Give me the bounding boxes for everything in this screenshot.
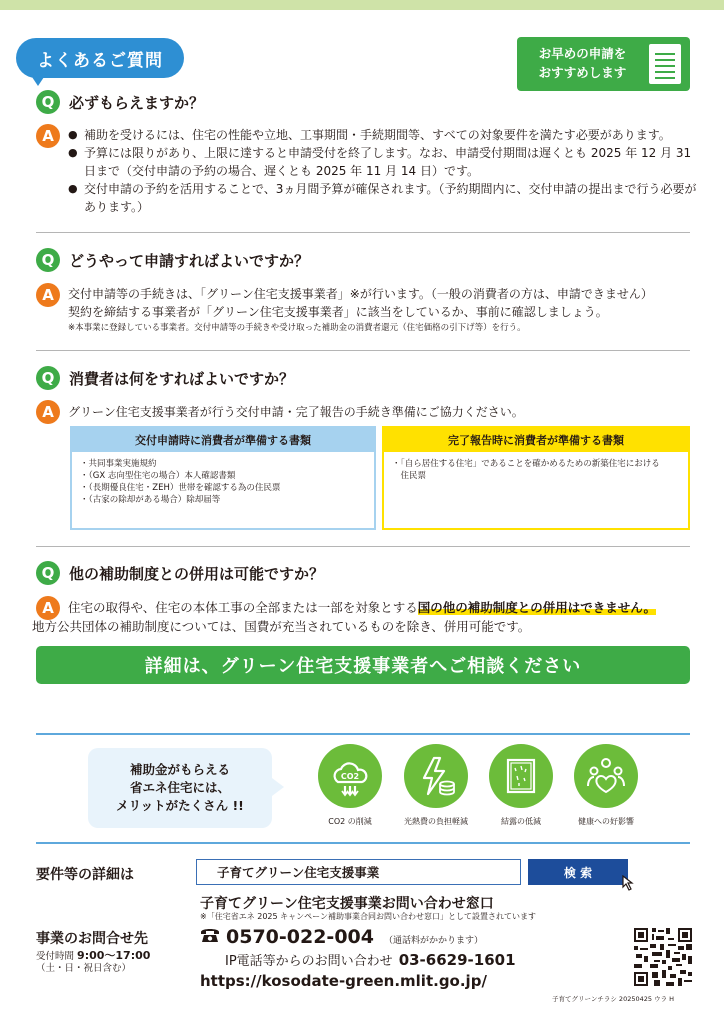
faq-answer-1	[68, 126, 698, 216]
requirements-label: 要件等の詳細は	[36, 867, 134, 883]
lightning-coins-icon	[404, 744, 468, 808]
list-item: ・共同事業実施規約	[80, 459, 157, 469]
faq-question-4: Q 他の補助制度との併用は可能ですか？	[36, 561, 324, 585]
faq-answer-3: グリーン住宅支援事業者が行う交付申請・完了報告の手続き準備にご協力ください。	[68, 405, 524, 419]
qr-code[interactable]	[634, 928, 692, 986]
a-icon: A	[36, 124, 60, 148]
section-divider-top	[36, 733, 690, 735]
faq-answer-4: 住宅の取得や、住宅の本体工事の全部または一部を対象とする国の他の補助制度との併用はできません。 地方公共団体の補助制度については、国費が充当されているものを除き、併用可能です。	[32, 600, 657, 634]
top-accent-bar	[0, 0, 724, 10]
a-icon: A	[36, 283, 60, 307]
q-icon: Q	[36, 366, 60, 390]
co2-cloud-icon	[318, 744, 382, 808]
list-item: ● 予算には限りがあり、上限に達すると申請受付を終了します。なお、申請受付期間は遅くとも 2025 年 12 月 31 日まで（交付申請の予約の場合、遅くとも 2025 年 11 月 14 日）です。	[68, 144, 698, 180]
list-item: ● 交付申請の予約を活用することで、3ヵ月間予算が確保されます。（予約期間内に、交付申請の提出まで行う必要があります。）	[68, 180, 698, 216]
faq-heading-tail	[30, 74, 46, 86]
divider	[36, 232, 690, 233]
application-documents-box	[70, 426, 376, 530]
application-documents-title: 交付申請時に消費者が準備する書類	[72, 428, 374, 452]
list-item: ・（GX 志向型住宅の場合）本人確認書類	[80, 471, 236, 481]
divider	[36, 350, 690, 351]
phone-line	[200, 926, 483, 948]
reception-hours: 受付時間 9:00〜17:00 （土・日・祝日含む）	[36, 949, 151, 974]
search-button[interactable]: 検 索	[528, 859, 628, 885]
benefit-health: 健康への好影響	[570, 744, 642, 827]
completion-documents-box	[382, 426, 690, 530]
cursor-icon	[622, 875, 636, 895]
inquiry-label: 事業のお問合せ先	[36, 931, 148, 947]
document-icon	[649, 44, 681, 84]
section-divider-bottom	[36, 842, 690, 844]
early-application-box	[517, 37, 690, 91]
faq-question-1: Q 必ずもらえますか？	[36, 90, 204, 114]
family-heart-icon	[574, 744, 638, 808]
merit-bubble-tail	[272, 778, 284, 796]
search-input[interactable]	[196, 859, 521, 885]
window-frost-icon	[489, 744, 553, 808]
ip-phone-line: IP電話等からのお問い合わせ 03-6629-1601	[225, 951, 516, 969]
highlight-text: 国の他の補助制度との併用はできません。	[417, 600, 657, 615]
phone-icon	[200, 927, 220, 947]
faq-answer-2: 交付申請等の手続きは、「グリーン住宅支援事業者」※が行います。（一般の消費者の方は、申請できません） 契約を締結する事業者が「グリーン住宅支援事業者」に該当をしているか、事前に確認しましょう。 ※本事業に登録している事業者。交付申請等の手続きや受け取った補助金の消費者還元（住宅価格の引下げ等）を行う。	[68, 287, 653, 333]
list-item: ● 補助を受けるには、住宅の性能や立地、工事期間・手続期間等、すべての対象要件を満たす必要があります。	[68, 126, 698, 144]
q-icon: Q	[36, 561, 60, 585]
footer-code: 子育てグリーンチラシ 20250425 ウラ H	[552, 995, 675, 1003]
consult-banner: 詳細は、グリーン住宅支援事業者へご相談ください	[36, 646, 690, 684]
q-icon: Q	[36, 248, 60, 272]
faq-question-3: Q 消費者は何をすればよいですか？	[36, 366, 294, 390]
phone-number[interactable]: 0570-022-004	[226, 926, 374, 948]
benefit-utility-cost: 光熱費の負担軽減	[400, 744, 472, 827]
list-item: ・「自ら居住する住宅」であることを確かめるための新築住宅における	[392, 459, 660, 469]
faq-question-2: Q どうやって申請すればよいですか？	[36, 248, 309, 272]
contact-window-note: ※「住宅省エネ 2025 キャンペーン補助事業合同お問い合わせ窓口」として設置されています	[200, 912, 536, 921]
faq-heading-text: よくあるご質問	[37, 50, 163, 71]
svg-text:CO2: CO2	[340, 772, 360, 781]
ip-phone-number[interactable]: 03-6629-1601	[398, 951, 516, 969]
website-link[interactable]: https://kosodate-green.mlit.go.jp/	[200, 972, 487, 990]
divider	[36, 546, 690, 547]
early-application-text: お早めの申請を おすすめします	[538, 46, 627, 80]
list-item: ・（古家の除却がある場合）除却届等	[80, 495, 221, 505]
a-icon: A	[36, 400, 60, 424]
phone-note: （通話料がかかります）	[383, 936, 483, 946]
list-item: ・（長期優良住宅・ZEH）世帯を確認する為の住民票	[80, 483, 281, 493]
benefit-co2: CO2 CO2 の削減	[314, 744, 386, 827]
list-item: 住民票	[392, 471, 427, 481]
a-icon: A	[36, 596, 60, 620]
completion-documents-title: 完了報告時に消費者が準備する書類	[384, 428, 688, 452]
faq-heading	[16, 38, 184, 78]
contact-window-title: 子育てグリーン住宅支援事業お問い合わせ窓口	[200, 896, 494, 912]
benefit-condensation: 結露の低減	[485, 744, 557, 827]
merit-bubble: 補助金がもらえる 省エネ住宅には、 メリットがたくさん !!	[88, 748, 272, 828]
q-icon: Q	[36, 90, 60, 114]
